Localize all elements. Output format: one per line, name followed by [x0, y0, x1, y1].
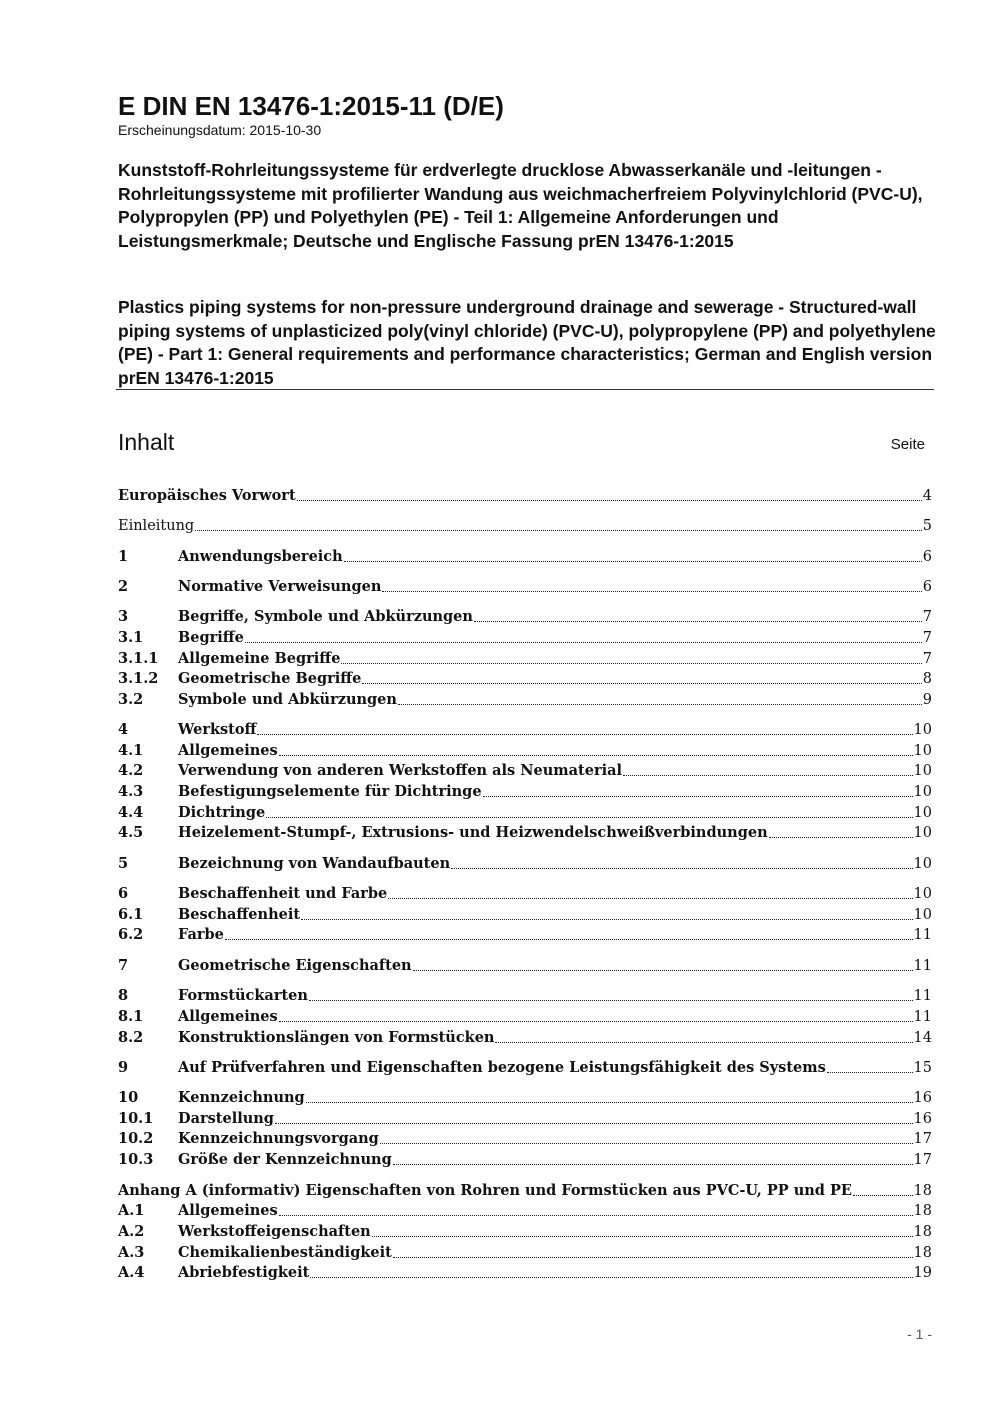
toc-entry-page: 18 — [913, 1245, 932, 1261]
toc-entry-number: 2 — [118, 578, 129, 595]
toc-entry-title: Konstruktionslängen von Formstücken — [178, 1029, 495, 1046]
toc-dot-leader — [382, 591, 921, 592]
toc-entry-title: Kennzeichnung — [178, 1089, 305, 1106]
toc-entry-title: Darstellung — [178, 1110, 274, 1127]
toc-dot-leader — [483, 796, 913, 797]
toc-dot-leader — [769, 837, 913, 838]
toc-entry[interactable] — [118, 649, 932, 669]
toc-dot-leader — [362, 683, 921, 684]
toc-entry-title: Begriffe, Symbole und Abkürzungen — [178, 608, 473, 625]
toc-entry-title: Befestigungselemente für Dichtringe — [178, 783, 482, 800]
toc-entry-title: Anhang A (informativ) Eigenschaften von Rohren und Formstücken aus PVC-U, PP und PE — [118, 1182, 852, 1199]
toc-entry-number: 9 — [118, 1059, 129, 1076]
toc-dot-leader — [279, 755, 913, 756]
toc-dot-leader — [275, 1123, 913, 1124]
toc-entry-title: Geometrische Begriffe — [178, 670, 362, 687]
toc-entry-page: 16 — [913, 1090, 932, 1106]
toc-entry-title: Normative Verweisungen — [178, 578, 382, 595]
toc-entry-number: 5 — [118, 855, 129, 872]
toc-heading: Inhalt — [118, 429, 175, 455]
toc-entry-title: Auf Prüfverfahren und Eigenschaften bezogene Leistungsfähigkeit des Systems — [178, 1059, 826, 1076]
toc-dot-leader — [344, 561, 922, 562]
publication-date: Erscheinungsdatum: 2015-10-30 — [118, 122, 322, 138]
toc-entry-page: 10 — [913, 805, 932, 821]
toc-entry[interactable] — [118, 741, 932, 761]
toc-entry[interactable] — [118, 628, 932, 648]
toc-dot-leader — [225, 939, 913, 940]
toc-entry-title: Einleitung — [118, 518, 195, 534]
toc-entry[interactable] — [118, 1243, 932, 1263]
toc-entry-page: 5 — [922, 518, 932, 534]
toc-entry[interactable] — [118, 516, 932, 536]
toc-dot-leader — [301, 919, 912, 920]
toc-entry-title: Beschaffenheit — [178, 906, 301, 923]
toc-entry-title: Formstückarten — [178, 987, 308, 1004]
toc-entry-page: 8 — [922, 671, 932, 687]
toc-entry[interactable] — [118, 884, 932, 904]
toc-entry-page: 11 — [913, 958, 932, 974]
toc-entry-number: 3.2 — [118, 691, 144, 708]
toc-entry-number: 8.2 — [118, 1029, 144, 1046]
toc-dot-leader — [279, 1021, 913, 1022]
toc-entry-number: 6.2 — [118, 926, 144, 943]
toc-entry[interactable] — [118, 1181, 932, 1201]
toc-entry-number: 1 — [118, 548, 129, 565]
toc-dot-leader — [245, 642, 922, 643]
toc-entry-title: Begriffe — [178, 629, 244, 646]
table-of-contents — [118, 0, 932, 1403]
toc-entry[interactable] — [118, 905, 932, 925]
toc-dot-leader — [279, 1215, 913, 1216]
toc-page-column-label: Seite — [890, 436, 925, 453]
toc-entry-title: Geometrische Eigenschaften — [178, 957, 412, 974]
toc-entry-title: Allgemeines — [178, 742, 278, 759]
toc-entry[interactable] — [118, 1028, 932, 1048]
toc-entry-title: Farbe — [178, 926, 224, 943]
toc-entry-title: Werkstoffeigenschaften — [178, 1223, 371, 1240]
toc-dot-leader — [309, 1000, 913, 1001]
toc-entry-number: 10.3 — [118, 1151, 154, 1168]
toc-entry-number: 6.1 — [118, 906, 144, 923]
toc-dot-leader — [266, 817, 912, 818]
toc-entry[interactable] — [118, 1088, 932, 1108]
toc-entry-number: 4.1 — [118, 742, 144, 759]
toc-entry[interactable] — [118, 803, 932, 823]
toc-dot-leader — [257, 734, 912, 735]
toc-entry-number: A.1 — [118, 1202, 145, 1219]
toc-dot-leader — [297, 500, 922, 501]
toc-entry-title: Heizelement-Stumpf-, Extrusions- und Heizwendelschweißverbindungen — [178, 824, 768, 841]
toc-entry-page: 7 — [922, 651, 932, 667]
toc-entry-title: Chemikalienbeständigkeit — [178, 1244, 392, 1261]
toc-entry-number: 3 — [118, 608, 129, 625]
toc-entry-title: Bezeichnung von Wandaufbauten — [178, 855, 451, 872]
title-german: Kunststoff-Rohrleitungssysteme für erdverlegte drucklose Abwasserkanäle und -leitungen - Rohrleitungssysteme mit profilierter Wandung aus weichmacherfreiem Polyvinylchlorid (PVC-U), Polypropylen (PP) und Polyethylen (PE) - Teil 1: Allgemeine Anforderungen und Leistungsmerkmale; Deutsche und Englische Fassung prEN 13476-1:2015 — [118, 160, 923, 252]
toc-entry-number: 3.1.2 — [118, 670, 159, 687]
toc-dot-leader — [380, 1143, 913, 1144]
title-english: Plastics piping systems for non-pressure underground drainage and sewerage - Structured-wall piping systems of unplasticized poly(vinyl chloride) (PVC-U), polypropylene (PP) and polyethylene (PE) - Part 1: General requirements and performance characteristics; German and English version prEN 13476-1:2015 — [118, 297, 936, 389]
toc-dot-leader — [388, 898, 912, 899]
toc-entry-number: 6 — [118, 885, 129, 902]
toc-dot-leader — [474, 621, 922, 622]
toc-entry[interactable] — [118, 854, 932, 874]
toc-entry-page: 15 — [913, 1060, 932, 1076]
toc-entry-page: 6 — [922, 549, 932, 565]
toc-dot-leader — [398, 704, 922, 705]
toc-entry-number: 7 — [118, 957, 129, 974]
toc-entry-title: Beschaffenheit und Farbe — [178, 885, 388, 902]
toc-entry-page: 18 — [913, 1224, 932, 1240]
toc-entry-page: 19 — [913, 1265, 932, 1281]
toc-entry-number: 4 — [118, 721, 129, 738]
toc-entry-page: 4 — [922, 488, 932, 504]
toc-entry-page: 7 — [922, 630, 932, 646]
toc-entry-number: 4.3 — [118, 783, 144, 800]
toc-entry-page: 18 — [913, 1183, 932, 1199]
toc-entry-page: 11 — [913, 927, 932, 943]
toc-entry-page: 14 — [913, 1030, 932, 1046]
toc-entry-page: 10 — [913, 763, 932, 779]
toc-entry-page: 10 — [913, 856, 932, 872]
page-number: - 1 - — [907, 1326, 932, 1342]
toc-entry-number: 8.1 — [118, 1008, 144, 1025]
toc-entry-page: 17 — [913, 1131, 932, 1147]
toc-entry-title: Anwendungsbereich — [178, 548, 343, 565]
toc-entry[interactable] — [118, 782, 932, 802]
toc-entry[interactable] — [118, 761, 932, 781]
toc-entry-number: 4.4 — [118, 804, 144, 821]
toc-entry-page: 17 — [913, 1152, 932, 1168]
toc-entry-page: 9 — [922, 692, 932, 708]
toc-entry-page: 18 — [913, 1203, 932, 1219]
toc-entry-title: Allgemeines — [178, 1202, 278, 1219]
toc-entry[interactable] — [118, 1129, 932, 1149]
toc-entry[interactable] — [118, 1150, 932, 1170]
toc-entry[interactable] — [118, 823, 932, 843]
toc-entry[interactable] — [118, 1109, 932, 1129]
toc-entry-title: Kennzeichnungsvorgang — [178, 1130, 379, 1147]
toc-entry-number: 10 — [118, 1089, 139, 1106]
toc-entry-number: A.4 — [118, 1264, 145, 1281]
toc-entry[interactable] — [118, 547, 932, 567]
toc-entry-title: Werkstoff — [178, 721, 257, 738]
toc-entry-page: 11 — [913, 1009, 932, 1025]
toc-entry-page: 10 — [913, 722, 932, 738]
toc-entry-title: Europäisches Vorwort — [118, 487, 296, 504]
toc-entry-page: 10 — [913, 886, 932, 902]
toc-entry-title: Allgemeine Begriffe — [178, 650, 341, 667]
toc-entry-title: Abriebfestigkeit — [178, 1264, 310, 1281]
toc-entry[interactable] — [118, 669, 932, 689]
toc-entry-page: 11 — [913, 988, 932, 1004]
toc-entry-number: 4.5 — [118, 824, 144, 841]
toc-entry-page: 10 — [913, 784, 932, 800]
toc-entry-title: Dichtringe — [178, 804, 266, 821]
toc-entry-page: 7 — [922, 609, 932, 625]
toc-dot-leader — [372, 1236, 913, 1237]
toc-entry[interactable] — [118, 486, 932, 506]
toc-dot-leader — [393, 1257, 913, 1258]
toc-dot-leader — [827, 1072, 913, 1073]
toc-dot-leader — [310, 1277, 912, 1278]
document-id: E DIN EN 13476-1:2015-11 (D/E) — [118, 91, 504, 121]
toc-entry[interactable] — [118, 720, 932, 740]
toc-entry-number: 10.2 — [118, 1130, 154, 1147]
toc-dot-leader — [341, 663, 921, 664]
toc-entry-title: Symbole und Abkürzungen — [178, 691, 397, 708]
toc-entry[interactable] — [118, 1222, 932, 1242]
toc-entry[interactable] — [118, 956, 932, 976]
toc-entry-number: A.2 — [118, 1223, 145, 1240]
toc-entry-number: 3.1.1 — [118, 650, 159, 667]
toc-dot-leader — [853, 1195, 913, 1196]
toc-entry[interactable] — [118, 986, 932, 1006]
toc-entry-title: Verwendung von anderen Werkstoffen als Neumaterial — [178, 762, 622, 779]
toc-entry[interactable] — [118, 925, 932, 945]
toc-entry-page: 10 — [913, 907, 932, 923]
toc-dot-leader — [306, 1102, 913, 1103]
toc-entry-number: 4.2 — [118, 762, 144, 779]
toc-entry[interactable] — [118, 607, 932, 627]
toc-entry-title: Größe der Kennzeichnung — [178, 1151, 392, 1168]
toc-entry[interactable] — [118, 1007, 932, 1027]
toc-entry-number: 3.1 — [118, 629, 144, 646]
toc-entry[interactable] — [118, 577, 932, 597]
toc-entry-page: 10 — [913, 825, 932, 841]
toc-entry[interactable] — [118, 690, 932, 710]
toc-entry[interactable] — [118, 1263, 932, 1283]
toc-entry-number: A.3 — [118, 1244, 145, 1261]
toc-entry[interactable] — [118, 1201, 932, 1221]
toc-entry[interactable] — [118, 1058, 932, 1078]
toc-entry-number: 8 — [118, 987, 129, 1004]
toc-dot-leader — [495, 1042, 912, 1043]
toc-entry-number: 10.1 — [118, 1110, 154, 1127]
toc-dot-leader — [413, 970, 913, 971]
toc-entry-title: Allgemeines — [178, 1008, 278, 1025]
toc-dot-leader — [195, 530, 922, 531]
toc-entry-page: 6 — [922, 579, 932, 595]
toc-dot-leader — [451, 868, 912, 869]
toc-entry-page: 16 — [913, 1111, 932, 1127]
toc-dot-leader — [623, 775, 913, 776]
toc-entry-page: 10 — [913, 743, 932, 759]
toc-dot-leader — [393, 1164, 913, 1165]
